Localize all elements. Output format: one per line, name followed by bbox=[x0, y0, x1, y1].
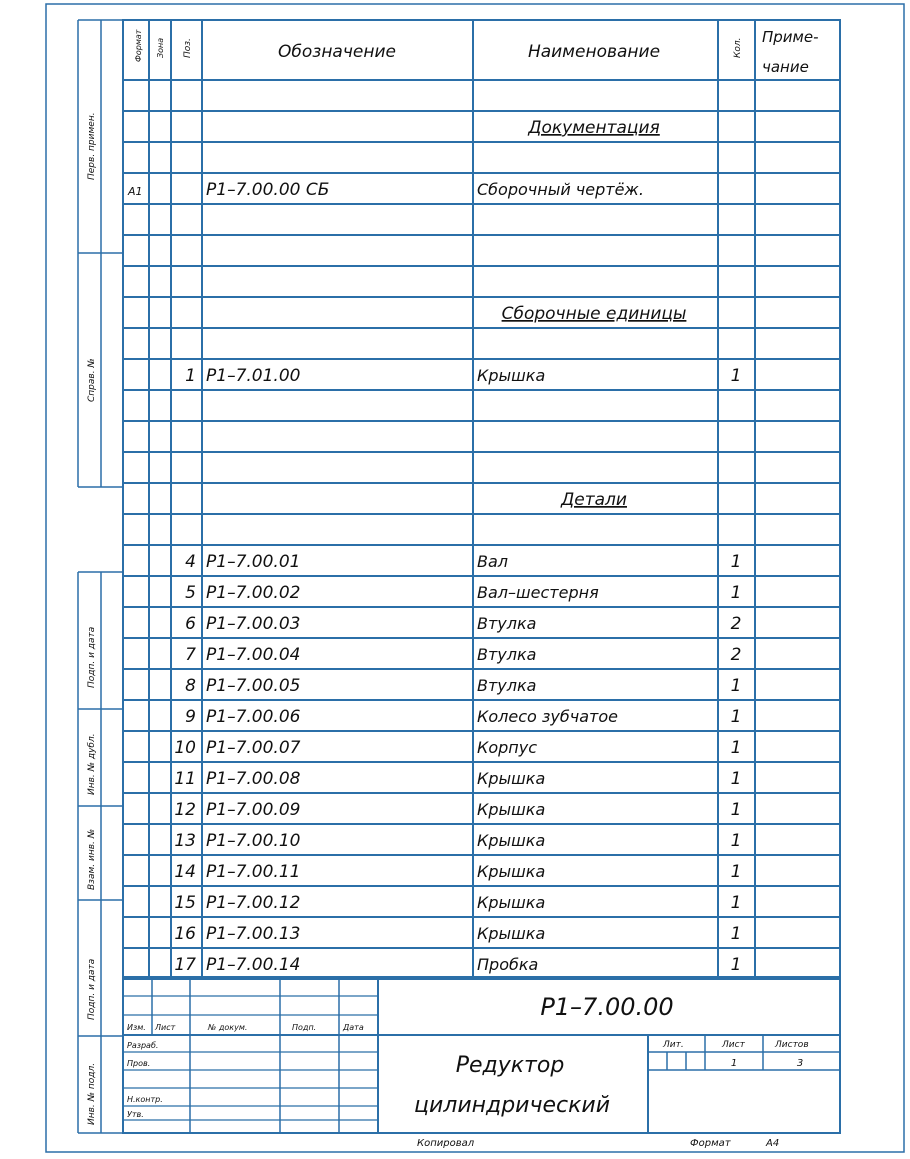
title-block-text bbox=[127, 993, 809, 1119]
cell-quantity: 2 bbox=[730, 645, 742, 665]
cell-quantity: 1 bbox=[730, 800, 742, 820]
cell-name: Колесо зубчатое bbox=[477, 707, 618, 726]
cell-name: Крышка bbox=[477, 800, 546, 819]
cell-name: Втулка bbox=[477, 676, 537, 695]
cell-name: Втулка bbox=[477, 614, 537, 633]
col-data: Дата bbox=[343, 1023, 364, 1032]
cell-name: Корпус bbox=[477, 738, 538, 757]
footer bbox=[417, 1138, 779, 1149]
side-label-podp-data-top: Подп. и дата bbox=[87, 626, 97, 688]
sheets-total: 3 bbox=[796, 1058, 804, 1069]
cell-quantity: 1 bbox=[730, 893, 742, 913]
side-label-perv-primen: Перв. примен. bbox=[87, 112, 97, 180]
table-row bbox=[560, 490, 627, 510]
col-podp: Подп. bbox=[292, 1023, 317, 1032]
cell-name: Крышка bbox=[477, 831, 546, 850]
cell-designation: Р1–7.00.11 bbox=[206, 862, 301, 882]
cell-position: 9 bbox=[185, 707, 196, 727]
cell-quantity: 1 bbox=[730, 955, 742, 975]
cell-designation: Р1–7.00.14 bbox=[206, 955, 301, 975]
header-designation: Обозначение bbox=[278, 42, 396, 62]
cell-name: Крышка bbox=[477, 366, 546, 385]
table-row bbox=[185, 552, 741, 572]
cell-quantity: 1 bbox=[730, 676, 742, 696]
side-label-inv-no-dubl: Инв. № дубл. bbox=[87, 733, 97, 795]
cell-name: Крышка bbox=[477, 769, 546, 788]
table-row bbox=[174, 738, 741, 758]
cell-designation: Р1–7.00.06 bbox=[206, 707, 301, 727]
cell-designation: Р1–7.00.05 bbox=[206, 676, 301, 696]
header-pos: Поз. bbox=[183, 38, 193, 58]
cell-quantity: 1 bbox=[730, 583, 742, 603]
table-row bbox=[127, 180, 644, 200]
cell-name: Вал–шестерня bbox=[477, 583, 599, 602]
table-row bbox=[185, 614, 741, 634]
cell-designation: Р1–7.00.12 bbox=[206, 893, 301, 913]
cell-position: 13 bbox=[174, 831, 196, 851]
cell-designation: Р1–7.00.02 bbox=[206, 583, 301, 603]
cell-quantity: 1 bbox=[730, 831, 742, 851]
cell-quantity: 2 bbox=[730, 614, 742, 634]
cell-quantity: 1 bbox=[730, 738, 742, 758]
cell-quantity: 1 bbox=[730, 924, 742, 944]
col-izm: Изм. bbox=[127, 1023, 146, 1032]
copied-label: Копировал bbox=[417, 1138, 475, 1149]
cell-name: Пробка bbox=[477, 955, 539, 974]
label-sheet: Лист bbox=[722, 1040, 745, 1050]
cell-designation: Р1–7.01.00 bbox=[206, 366, 301, 386]
label-lit: Лит. bbox=[663, 1040, 684, 1050]
section-heading: Детали bbox=[561, 490, 627, 510]
table-row bbox=[174, 800, 741, 820]
table-row bbox=[174, 955, 741, 975]
side-label-sprav-no: Справ. № bbox=[87, 358, 97, 402]
cell-name: Крышка bbox=[477, 893, 546, 912]
cell-designation: Р1–7.00.09 bbox=[206, 800, 301, 820]
side-label-inv-no-podl: Инв. № подл. bbox=[87, 1062, 97, 1125]
cell-position: 5 bbox=[185, 583, 196, 603]
header-format: Формат bbox=[134, 29, 143, 62]
table-rows bbox=[127, 118, 741, 975]
cell-position: 11 bbox=[174, 769, 196, 789]
side-label-vzam-inv-no: Взам. инв. № bbox=[87, 828, 97, 890]
table-row bbox=[185, 366, 741, 386]
cell-designation: Р1–7.00.04 bbox=[206, 645, 301, 665]
cell-quantity: 1 bbox=[730, 366, 742, 386]
label-prov: Пров. bbox=[127, 1059, 151, 1068]
cell-name: Сборочный чертёж. bbox=[477, 180, 644, 199]
table-row bbox=[174, 862, 741, 882]
cell-position: 12 bbox=[174, 800, 196, 820]
header-qty: Кол. bbox=[733, 37, 743, 58]
table-row bbox=[174, 893, 741, 913]
cell-designation: Р1–7.00.10 bbox=[206, 831, 301, 851]
table-row bbox=[502, 304, 687, 324]
product-name-line1: Редуктор bbox=[455, 1053, 565, 1078]
col-doc-no: № докум. bbox=[208, 1023, 248, 1032]
table-header bbox=[123, 28, 840, 80]
cell-position: 15 bbox=[174, 893, 196, 913]
cell-quantity: 1 bbox=[730, 552, 742, 572]
cell-position: 1 bbox=[185, 366, 196, 386]
label-razrab: Разраб. bbox=[127, 1041, 159, 1050]
doc-code: Р1–7.00.00 bbox=[540, 993, 674, 1021]
side-strip bbox=[78, 20, 123, 1133]
cell-quantity: 1 bbox=[730, 707, 742, 727]
table-row bbox=[185, 645, 741, 665]
side-label-podp-data-bottom: Подп. и дата bbox=[87, 958, 97, 1020]
cell-designation: Р1–7.00.07 bbox=[206, 738, 301, 758]
cell-position: 4 bbox=[185, 552, 196, 572]
cell-designation: Р1–7.00.03 bbox=[206, 614, 301, 634]
label-utv: Утв. bbox=[127, 1110, 144, 1119]
cell-quantity: 1 bbox=[730, 769, 742, 789]
table-row bbox=[185, 583, 741, 603]
cell-name: Крышка bbox=[477, 862, 546, 881]
table-row bbox=[174, 924, 741, 944]
cell-name: Втулка bbox=[477, 645, 537, 664]
format-label: Формат bbox=[690, 1138, 731, 1149]
label-sheets: Листов bbox=[775, 1040, 809, 1050]
cell-position: 17 bbox=[174, 955, 196, 975]
cell-position: 8 bbox=[185, 676, 196, 696]
cell-quantity: 1 bbox=[730, 862, 742, 882]
header-note-line1: Приме- bbox=[762, 28, 819, 46]
cell-name: Крышка bbox=[477, 924, 546, 943]
section-heading: Документация bbox=[528, 118, 660, 138]
cell-position: 6 bbox=[185, 614, 196, 634]
header-name: Наименование bbox=[527, 42, 661, 62]
sheet-number: 1 bbox=[730, 1058, 738, 1069]
cell-name: Вал bbox=[477, 552, 509, 571]
table-row bbox=[185, 707, 741, 727]
label-n-kontr: Н.контр. bbox=[127, 1095, 163, 1104]
cell-format: А1 bbox=[128, 185, 143, 198]
cell-designation: Р1–7.00.00 СБ bbox=[206, 180, 330, 200]
cell-designation: Р1–7.00.01 bbox=[206, 552, 301, 572]
cell-designation: Р1–7.00.08 bbox=[206, 769, 301, 789]
section-heading: Сборочные единицы bbox=[501, 304, 687, 324]
table-row bbox=[174, 769, 741, 789]
table-row bbox=[174, 831, 741, 851]
header-note-line2: чание bbox=[762, 58, 809, 76]
cell-designation: Р1–7.00.13 bbox=[206, 924, 301, 944]
table-row bbox=[527, 118, 660, 138]
cell-position: 16 bbox=[174, 924, 196, 944]
format-value: А4 bbox=[766, 1138, 780, 1149]
table-row bbox=[185, 676, 741, 696]
cell-position: 7 bbox=[185, 645, 196, 665]
product-name-line2: цилиндрический bbox=[413, 1093, 611, 1118]
cell-position: 14 bbox=[174, 862, 196, 882]
header-zone: Зона bbox=[156, 37, 165, 58]
col-list: Лист bbox=[155, 1023, 176, 1032]
cell-position: 10 bbox=[174, 738, 196, 758]
